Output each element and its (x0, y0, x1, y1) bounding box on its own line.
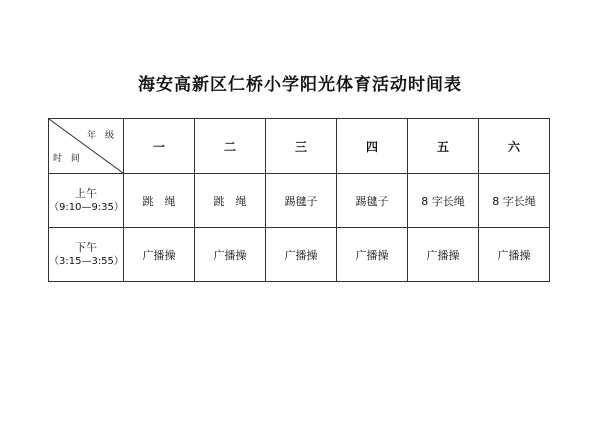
activity-cell: 广播操 (479, 228, 550, 282)
corner-header-cell (49, 119, 124, 174)
activity-cell: 8 字长绳 (479, 174, 550, 228)
corner-label-time: 时 间 (53, 154, 83, 164)
activity-cell: 踢毽子 (266, 174, 337, 228)
corner-label-grade: 年 级 (87, 131, 117, 141)
activity-cell: 广播操 (195, 228, 266, 282)
activity-cell: 广播操 (337, 228, 408, 282)
schedule-table (48, 118, 550, 282)
page-title: 海安高新区仁桥小学阳光体育活动时间表 (138, 75, 462, 95)
grade-header-1: 一 (124, 119, 195, 174)
table-row-afternoon (49, 228, 550, 282)
period-cell-afternoon (49, 228, 124, 282)
period-label: 上午 (75, 187, 97, 200)
grade-header-5: 五 (408, 119, 479, 174)
activity-cell: 跳 绳 (195, 174, 266, 228)
grade-header-2: 二 (195, 119, 266, 174)
period-time: （3:15—3:55） (49, 256, 124, 267)
activity-cell: 踢毽子 (337, 174, 408, 228)
activity-cell: 8 字长绳 (408, 174, 479, 228)
table-row-morning (49, 174, 550, 228)
activity-cell: 广播操 (408, 228, 479, 282)
grade-header-4: 四 (337, 119, 408, 174)
header-row (49, 119, 550, 174)
period-cell-morning (49, 174, 124, 228)
activity-cell: 广播操 (266, 228, 337, 282)
activity-cell: 广播操 (124, 228, 195, 282)
grade-header-3: 三 (266, 119, 337, 174)
grade-header-6: 六 (479, 119, 550, 174)
activity-cell: 跳 绳 (124, 174, 195, 228)
period-time: （9:10—9:35） (49, 202, 124, 213)
period-label: 下午 (75, 241, 97, 254)
